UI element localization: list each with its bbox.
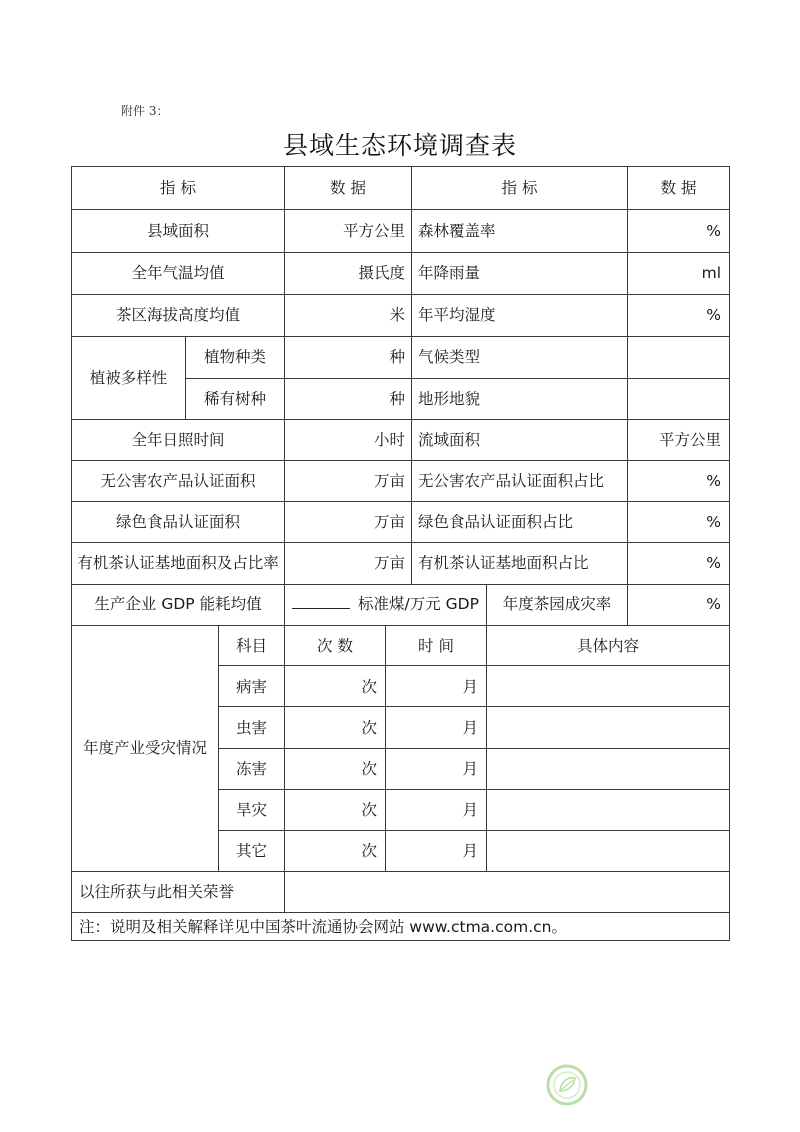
plant-species-label: 植物种类 xyxy=(203,348,266,366)
disaster-header-content: 具体内容 xyxy=(576,637,639,655)
header-data-left: 数 据 xyxy=(330,179,366,197)
disaster-header-count: 次 数 xyxy=(317,637,353,655)
avg-temperature-unit: 摄氏度 xyxy=(358,264,405,282)
climate-type-label: 气候类型 xyxy=(418,348,481,366)
gdp-energy-unit: 标准煤/万元 GDP xyxy=(358,595,479,613)
disaster-time-unit: 月 xyxy=(462,842,478,860)
avg-humidity-unit: % xyxy=(706,306,721,324)
header-indicator-left: 指 标 xyxy=(160,179,196,197)
pollution-free-area-label: 无公害农产品认证面积 xyxy=(100,472,256,490)
disaster-count-unit: 次 xyxy=(361,760,377,778)
disaster-rate-label: 年度茶园成灾率 xyxy=(502,595,612,613)
gdp-energy-label: 生产企业 GDP 能耗均值 xyxy=(94,595,262,613)
plant-species-unit: 种 xyxy=(389,348,405,366)
county-area-unit: 平方公里 xyxy=(342,222,405,240)
attachment-label: 附件 3： xyxy=(121,104,169,118)
green-food-ratio-label: 绿色食品认证面积占比 xyxy=(418,513,574,531)
annual-rainfall-unit: ml xyxy=(701,264,721,282)
disaster-time-unit: 月 xyxy=(462,678,478,696)
organic-tea-ratio-label: 有机茶认证基地面积占比 xyxy=(418,554,589,572)
rare-trees-unit: 种 xyxy=(389,390,405,408)
avg-humidity-label: 年平均湿度 xyxy=(418,306,496,324)
disaster-subject-other: 其它 xyxy=(235,842,267,860)
vegetation-group-label: 植被多样性 xyxy=(89,369,168,387)
green-food-area-unit: 万亩 xyxy=(373,513,405,531)
disaster-count-unit: 次 xyxy=(361,842,377,860)
disaster-count-unit: 次 xyxy=(361,719,377,737)
basin-area-label: 流域面积 xyxy=(418,431,481,449)
avg-temperature-label: 全年气温均值 xyxy=(131,264,225,282)
annual-rainfall-label: 年降雨量 xyxy=(418,264,481,282)
landform-label: 地形地貌 xyxy=(418,390,481,408)
forest-coverage-unit: % xyxy=(706,222,721,240)
footnote: 注：说明及相关解释详见中国茶叶流通协会网站 www.ctma.com.cn。 xyxy=(79,918,567,936)
organic-tea-area-label: 有机茶认证基地面积及占比率 xyxy=(77,554,279,572)
disaster-subject-drought: 旱灾 xyxy=(235,801,267,819)
header-data-right: 数 据 xyxy=(660,179,697,197)
forest-coverage-label: 森林覆盖率 xyxy=(418,222,496,240)
disaster-header-subject: 科目 xyxy=(235,637,267,655)
disaster-count-unit: 次 xyxy=(361,678,377,696)
pollution-free-ratio-label: 无公害农产品认证面积占比 xyxy=(418,472,605,490)
organic-tea-ratio-unit: % xyxy=(706,554,721,572)
page-title: 县域生态环境调查表 xyxy=(282,131,517,160)
header-indicator-right: 指 标 xyxy=(501,179,538,197)
disaster-group-label: 年度产业受灾情况 xyxy=(82,739,207,757)
disaster-subject-frost: 冻害 xyxy=(235,760,267,778)
disaster-time-unit: 月 xyxy=(462,801,478,819)
basin-area-unit: 平方公里 xyxy=(658,431,721,449)
rare-trees-label: 稀有树种 xyxy=(203,390,266,408)
disaster-header-time: 时 间 xyxy=(418,637,454,655)
green-food-area-label: 绿色食品认证面积 xyxy=(115,513,240,531)
disaster-count-unit: 次 xyxy=(361,801,377,819)
avg-altitude-unit: 米 xyxy=(389,306,405,324)
disaster-subject-disease: 病害 xyxy=(235,678,267,696)
disaster-rate-unit: % xyxy=(706,595,721,613)
green-food-ratio-unit: % xyxy=(706,513,721,531)
gdp-energy-field[interactable] xyxy=(292,594,484,614)
pollution-free-ratio-unit: % xyxy=(706,472,721,490)
sunshine-hours-unit: 小时 xyxy=(373,431,405,449)
avg-altitude-label: 茶区海拔高度均值 xyxy=(115,306,240,324)
sunshine-hours-label: 全年日照时间 xyxy=(131,431,225,449)
disaster-time-unit: 月 xyxy=(462,760,478,778)
gdp-energy-blank[interactable] xyxy=(292,594,350,609)
disaster-subject-pest: 虫害 xyxy=(235,719,267,737)
pollution-free-area-unit: 万亩 xyxy=(373,472,405,490)
honors-label: 以往所获与此相关荣誉 xyxy=(79,883,235,901)
county-area-label: 县域面积 xyxy=(146,222,209,240)
leaf-logo-icon xyxy=(546,1064,590,1108)
organic-tea-area-unit: 万亩 xyxy=(373,554,405,572)
disaster-time-unit: 月 xyxy=(462,719,478,737)
